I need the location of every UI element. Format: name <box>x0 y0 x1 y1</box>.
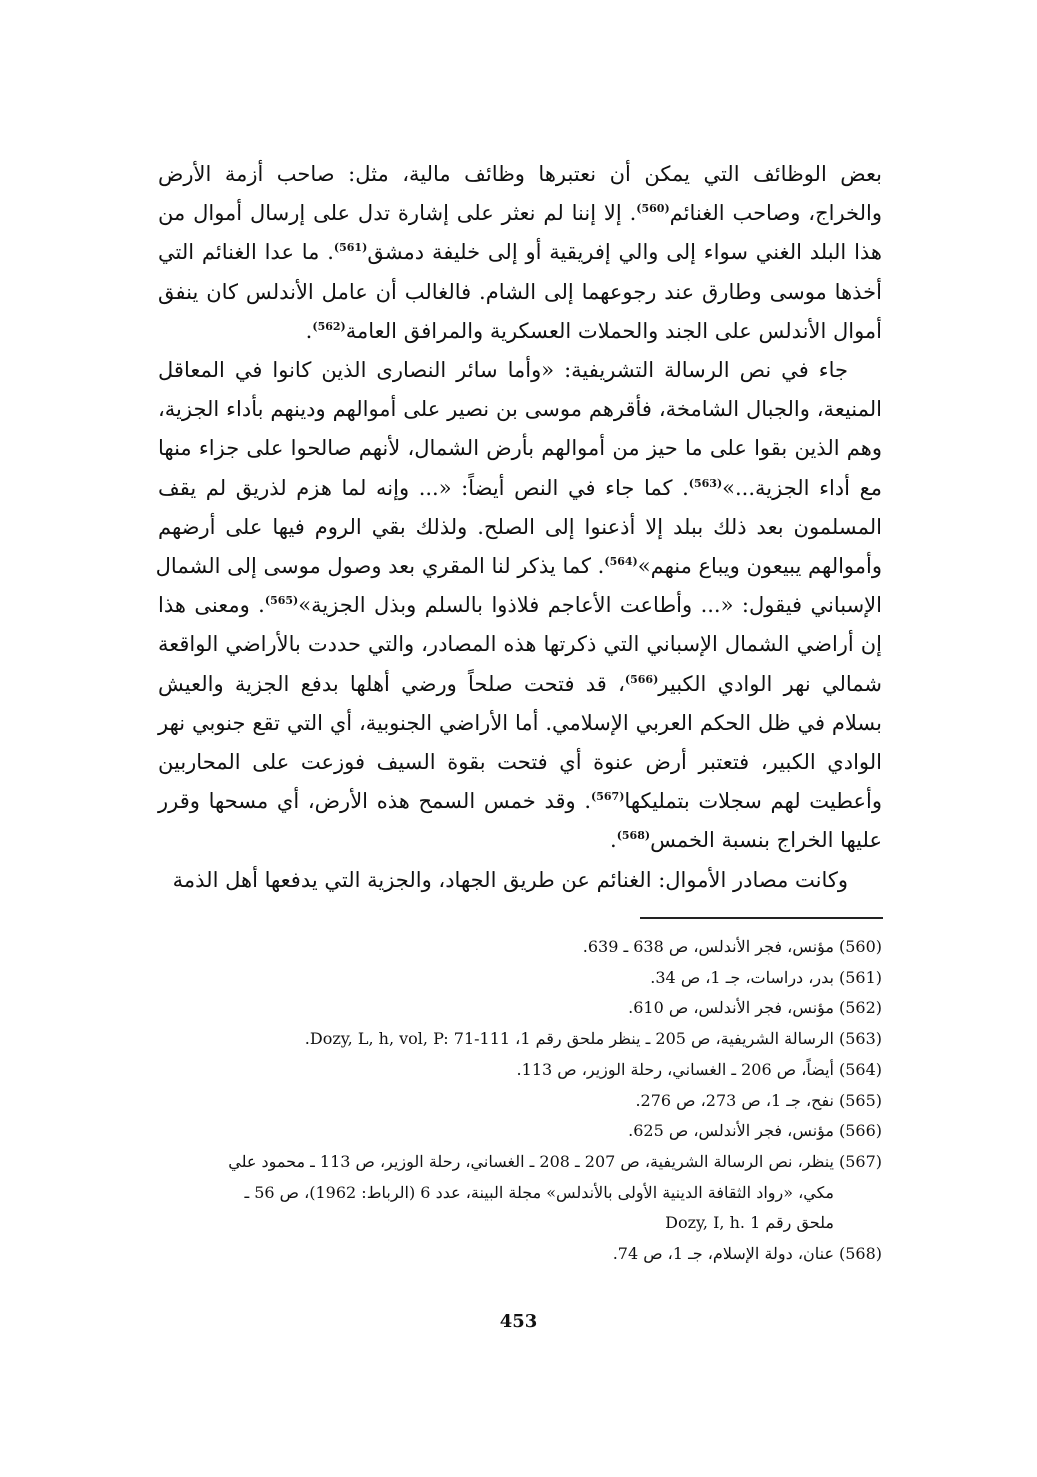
text-line: وكانت مصادر الأموال: الغنائم عن طريق الجهاد، والجزية التي يدفعها أهل الذمة <box>172 867 848 892</box>
footnote-reference[interactable]: (568) <box>616 829 651 843</box>
text-line: المسلمون بعد ذلك ببلد إلا أذعنوا إلى الصلح. ولذلك بقي الروم فيها على أرضهم <box>158 514 882 539</box>
footnote-line: ملحق رقم 1 .Dozy, I, h <box>665 1213 834 1233</box>
footnote-line: أيضاً، ص 206 ـ الغساني، رحلة الوزير، ص 113. <box>516 1059 834 1079</box>
footnote <box>120 993 882 1024</box>
text-line: والخراج، وصاحب الغنائم$^{(560)}$. إلا إننا لم نعثر على إشارة تدل على إرسال أموال من <box>158 201 882 226</box>
footnote-number: (560) <box>838 937 882 956</box>
footnote-reference[interactable]: (560) <box>636 202 670 216</box>
footnote-line: نفح، جـ 1، ص 273، ص 276. <box>635 1090 834 1110</box>
footnote-text <box>120 1239 834 1270</box>
footnote-text <box>120 1055 834 1086</box>
footnote-line: مؤنس، فجر الأندلس، ص 610. <box>628 998 834 1018</box>
footnote-text <box>120 932 834 963</box>
text-line: أخذها موسى وطارق عند رجوعهما إلى الشام. فالغالب أن عامل الأندلس كان ينفق <box>158 279 882 304</box>
text-line: هذا البلد الغني سواء إلى والي إفريقية أو إلى خليفة دمشق$^{(561)}$. ما عدا الغنائم التي <box>158 240 882 265</box>
footnote-reference[interactable]: (566) <box>624 672 659 686</box>
text-line: المنيعة، والجبال الشامخة، فأقرهم موسى بن نصير على أموالهم ودينهم بأداء الجزية، <box>158 397 882 422</box>
footnote <box>120 1147 882 1239</box>
footnote-reference[interactable]: (567) <box>591 790 625 804</box>
paragraph <box>158 861 882 900</box>
footnote-line: بدر، دراسات، جـ 1، ص 34. <box>650 967 834 987</box>
text-line: أموال الأندلس على الجند والحملات العسكرية والمرافق العامة$^{(562)}$. <box>305 318 882 343</box>
text-line: شمالي نهر الوادي الكبير$^{(566)}$، قد فتحت صلحاً ورضي أهلها بدفع الجزية والعيش <box>158 671 882 696</box>
footnote-reference[interactable]: (564) <box>604 555 638 569</box>
footnote-text <box>120 963 834 994</box>
text-line: بعض الوظائف التي يمكن أن نعتبرها وظائف مالية، مثل: صاحب أزمة الأرض <box>158 162 882 186</box>
footnote <box>120 1024 882 1055</box>
footnote-text <box>120 1116 834 1147</box>
text-line: جاء في نص الرسالة التشريفية: «وأما سائر النصارى الذين كانوا في المعاقل <box>158 358 848 383</box>
text-line: وأعطيت لهم سجلات بتمليكها$^{(567)}$. وقد خمس السمح هذه الأرض، أي مسحها وقرر <box>158 789 882 814</box>
footnote <box>120 932 882 963</box>
text-line: الوادي الكبير، فتعتبر أرض عنوة أي فتحت بقوة السيف فوزعت على المحاربين <box>158 750 882 775</box>
footnote <box>120 1086 882 1117</box>
footnote <box>120 1239 882 1270</box>
footnote-text <box>120 993 834 1024</box>
footnote-text <box>120 1024 834 1055</box>
footnote-line: مؤنس، فجر الأندلس، ص 638 ـ 639. <box>582 937 834 956</box>
page-number: 453 <box>499 1311 538 1332</box>
text-line: وهم الذين بقوا على ما حيز من أموالهم بأرض الشمال، لأنهم صالحوا على جزاء منها <box>158 436 882 461</box>
footnote-number: (566) <box>838 1121 882 1141</box>
text-line: الإسباني فيقول: «... وأطاعت الأعاجم فلاذوا بالسلم وبذل الجزية»$^{(565)}$. ومعنى هذا <box>158 593 882 618</box>
text-line: إن أراضي الشمال الإسباني التي ذكرتها هذه المصادر، والتي حددت بالأراضي الواقعة <box>158 632 882 657</box>
footnote-number: (565) <box>838 1090 882 1110</box>
footnotes <box>120 932 882 1270</box>
footnote-separator <box>640 917 883 919</box>
text-line: بسلام في ظل الحكم العربي الإسلامي. أما الأراضي الجنوبية، أي التي تقع جنوبي نهر <box>158 710 882 735</box>
text-line: وأموالهم يبيعون ويباع منهم»$^{(564)}$. كما يذكر لنا المقري بعد وصول موسى إلى الشمال <box>155 554 882 579</box>
footnote-text <box>120 1147 834 1239</box>
text-line: عليها الخراج بنسبة الخمس$^{(568)}$. <box>610 828 882 853</box>
footnote-number: (568) <box>838 1244 882 1264</box>
footnote-reference[interactable]: (561) <box>333 241 368 255</box>
footnote-number: (564) <box>838 1059 882 1079</box>
footnote-number: (562) <box>838 998 882 1018</box>
footnote-number: (561) <box>838 967 882 987</box>
body-text <box>155 155 882 900</box>
footnote <box>120 1055 882 1086</box>
footnote <box>120 963 882 994</box>
footnote-line: الرسالة الشريفية، ص 205 ـ ينظر ملحق رقم 1، Dozy, L, h, vol, P: 71-111. <box>304 1029 834 1049</box>
footnote-reference[interactable]: (565) <box>264 594 299 608</box>
footnote-line: مكي، «رواد الثقافة الدينية الأولى بالأندلس» مجلة البينة، عدد 6 (الرباط: 1962)، ص 56 ـ <box>244 1182 834 1202</box>
paragraph <box>155 351 882 861</box>
footnote-reference[interactable]: (563) <box>688 476 723 490</box>
footnote-reference[interactable]: (562) <box>312 319 346 333</box>
footnote <box>120 1116 882 1147</box>
footnote-number: (567) <box>838 1151 882 1171</box>
paragraph <box>158 155 882 351</box>
footnote-text <box>120 1086 834 1117</box>
footnote-line: ينظر، نص الرسالة الشريفية، ص 207 ـ 208 ـ الغساني، رحلة الوزير، ص 113 ـ محمود علي <box>228 1151 834 1171</box>
footnote-line: مؤنس، فجر الأندلس، ص 625. <box>628 1121 834 1141</box>
text-line: مع أداء الجزية...»$^{(563)}$. كما جاء في النص أيضاً: «... وإنه لما هزم لذريق لم يقف <box>158 475 882 500</box>
footnote-line: عنان، دولة الإسلام، جـ 1، ص 74. <box>612 1244 834 1264</box>
footnote-number: (563) <box>838 1029 882 1049</box>
